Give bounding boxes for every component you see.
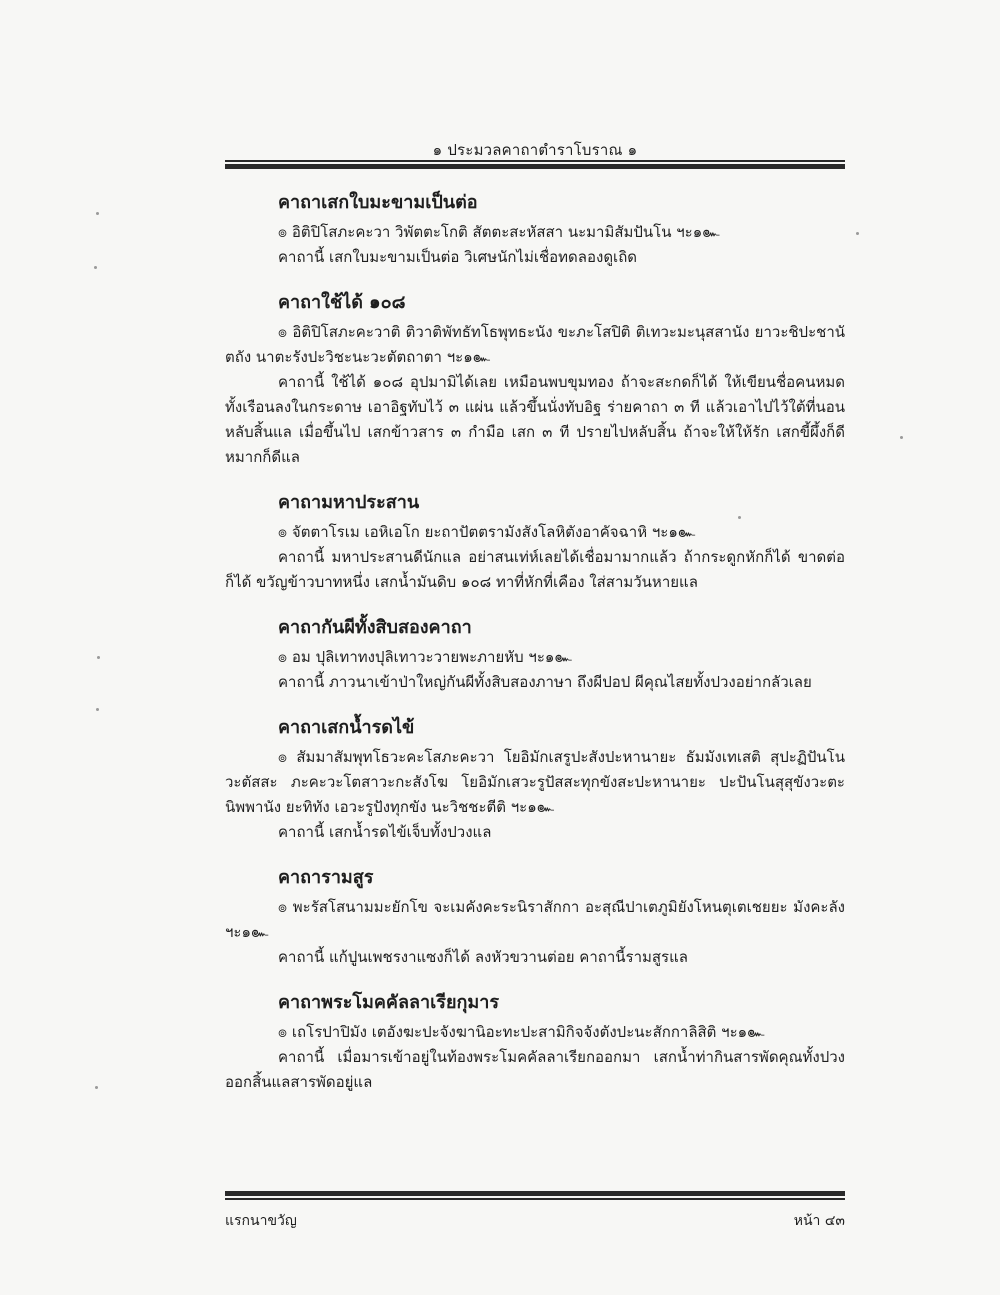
scan-speck <box>96 212 99 215</box>
page-body <box>225 190 845 1115</box>
section-title: คาถาเสกน้ำรดไข้ <box>278 717 415 738</box>
section-title: คาถาพระโมคคัลลาเรียกุมาร <box>278 992 500 1013</box>
section-3 <box>225 490 845 595</box>
scan-speck <box>738 516 741 519</box>
explanation-text: คาถานี้ เสกใบมะขามเป็นต่อ วิเศษนักไม่เชื่อทดลองดูเถิด <box>278 248 638 266</box>
incantation-text: ๏ อิติปิโสภะคะวา วิพัตตะโกติ สัตตะสะหัสสา นะมามิสัมปันโน ฯะ๑๛ <box>278 223 720 241</box>
explanation-text: คาถานี้ เสกน้ำรดไข้เจ็บทั้งปวงแล <box>278 823 492 841</box>
section-2 <box>225 290 845 470</box>
scan-speck <box>96 708 99 711</box>
incantation-text: ๏ พะรัสโสนามมะยักโข จะเมคังคะระนิราสักกา อะสุณีปาเตภูมิยังโหนตุเตเชยยะ มังคะลัง ฯะ๑๛ <box>225 898 845 941</box>
incantation-text: ๏ อม ปุลิเทาทงปุลิเทาวะวายพะภายหับ ฯะ๑๛ <box>278 648 572 666</box>
header-rule <box>225 160 845 169</box>
section-title: คาถาเสกใบมะขามเป็นต่อ <box>278 192 478 213</box>
footer-book-title: แรกนาขวัญ <box>225 1213 297 1229</box>
section-6 <box>225 865 845 970</box>
explanation-text: คาถานี้ เมื่อมารเข้าอยู่ในท้องพระโมคคัลลาเรียกออกมา เสกน้ำท่ากินสารพัดคุณทั้งปวง ออกสิ้นแลสารพัดอยู่แล <box>225 1048 845 1091</box>
scan-speck <box>856 232 859 235</box>
scan-speck <box>900 436 903 439</box>
explanation-text: คาถานี้ ภาวนาเข้าป่าใหญ่กันผีทั้งสิบสองภาษา ถึงผีปอป ผีคุณไสยทั้งปวงอย่ากลัวเลย <box>278 673 812 691</box>
section-5 <box>225 715 845 845</box>
scan-speck <box>94 266 97 269</box>
scan-speck <box>97 656 100 659</box>
section-7 <box>225 990 845 1095</box>
running-header: ๑ ประมวลคาถาตำราโบราณ ๑ <box>432 141 638 159</box>
incantation-text: ๏ สัมมาสัมพุทโธวะคะโสภะคะวา โยอิมักเสรูปะสังปะหานายะ ธัมมังเทเสติ สุปะฏิปันโน วะตัสสะ ภะคะวะโตสาวะกะสังโฆ โยอิมักเสวะรูปัสสะทุกขังสะปะหานายะ ปะปันโนสุสุขังวะตะ นิพพานัง ยะทิทัง เอวะรูปังทุกขัง นะวิชชะตีติ ฯะ๑๛ <box>225 748 845 816</box>
footer-rule <box>225 1191 845 1200</box>
incantation-text: ๏ เถโรปาปิมัง เตอังฆะปะจังฆานิอะทะปะสามิกิจจังตังปะนะสักกาลิสิติ ฯะ๑๛ <box>278 1023 765 1041</box>
page-number: หน้า ๔๓ <box>793 1213 845 1229</box>
scan-speck <box>95 1086 98 1089</box>
section-1 <box>225 190 845 270</box>
section-4 <box>225 615 845 695</box>
incantation-text: ๏ อิติปิโสภะคะวาติ ติวาติพัทธัทโธพุทธะนัง ขะภะโสปิติ ติเทวะมะนุสสานัง ยาวะชิปะชานัตถัง นาตะรังปะวิชะนะวะตัตถาตา ฯะ๑๛ <box>225 323 845 366</box>
section-title: คาถารามสูร <box>278 867 374 888</box>
explanation-text: คาถานี้ แก้ปูนเพชรงาแซงก็ได้ ลงหัวขวานต่อย คาถานี้รามสูรแล <box>278 948 688 966</box>
explanation-text: คาถานี้ ใช้ได้ ๑๐๘ อุปมามิได้เลย เหมือนพบขุมทอง ถ้าจะสะกดก็ได้ ให้เขียนชื่อคนหมดทั้งเรือนลงในกระดาษ เอาอิฐทับไว้ ๓ แผ่น แล้วขึ้นนั่งทับอิฐ ร่ายคาถา ๓ ที แล้วเอาไปไว้ใต้ที่นอน หลับสิ้นแล เมื่อขึ้นไป เสกข้าวสาร ๓ กำมือ เสก ๓ ที ปรายไปหลับสิ้น ถ้าจะให้ให้รัก เสกขี้ผึ้งก็ดี หมากก็ดีแล <box>225 373 845 466</box>
explanation-text: คาถานี้ มหาประสานดีนักแล อย่าสนเท่ห์เลยได้เชื่อมามากแล้ว ถ้ากระดูกหักก็ได้ ขาดต่อก็ได้ ขวัญข้าวบาทหนึ่ง เสกน้ำมันดิบ ๑๐๘ ทาที่หักที่เคือง ใส่สามวันหายแล <box>225 548 845 591</box>
section-title: คาถากันผีทั้งสิบสองคาถา <box>278 617 472 638</box>
incantation-text: ๏ จัตตาโรเม เอหิเอโก ยะถาปัตตรามังสังโลหิตังอาคัจฉาหิ ฯะ๑๛ <box>278 523 696 541</box>
section-title: คาถาใช้ได้ ๑๐๘ <box>278 292 406 313</box>
section-title: คาถามหาประสาน <box>278 492 420 513</box>
